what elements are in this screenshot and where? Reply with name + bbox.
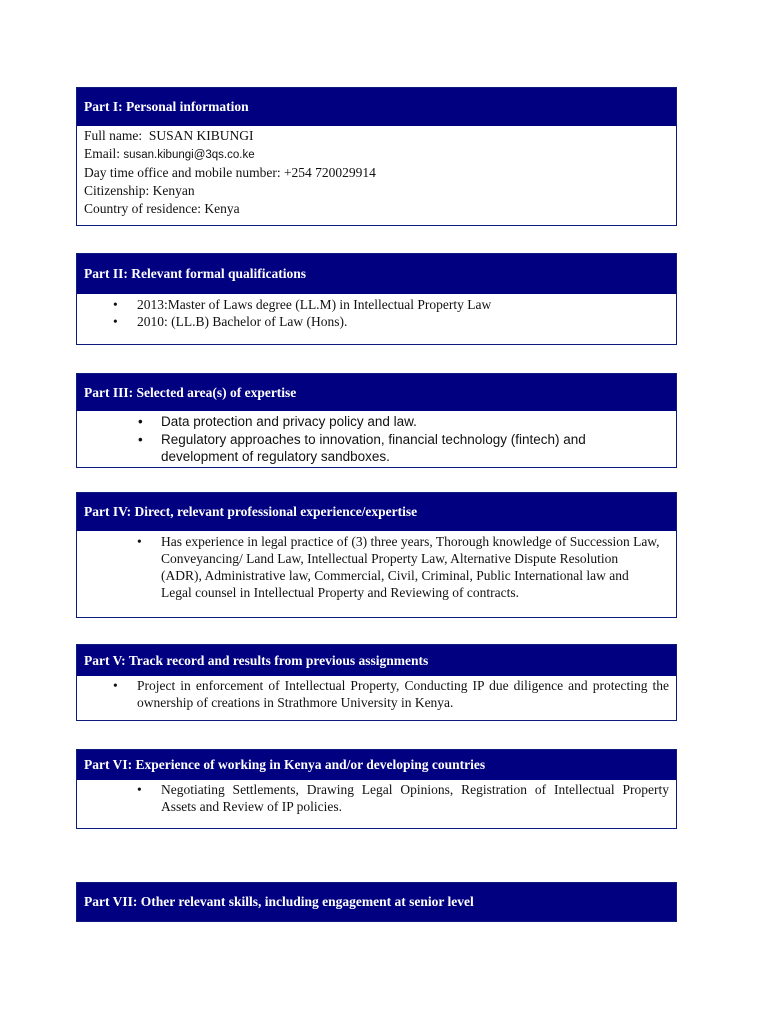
email-value: susan.kibungi@3qs.co.ke <box>123 149 255 161</box>
list-item <box>84 313 669 330</box>
phone-line: Day time office and mobile number: +254 720029914 <box>84 165 376 180</box>
qualifications-section <box>76 253 677 345</box>
residence-line: Country of residence: Kenya <box>84 201 240 216</box>
kenya-experience-section <box>76 749 677 829</box>
list-item-text: Regulatory approaches to innovation, financial technology (fintech) and development of regulatory sandboxes. <box>161 431 586 464</box>
list-item-text: Has experience in legal practice of (3) three years, Thorough knowledge of Succession Law, Conveyancing/ Land Law, Intellectual Property Law, Alternative Dispute Resolution (ADR), Administrative law, Commercial, Civil, Criminal, Public International law and Legal counsel in Intellectual Property and Reviewing of contracts. <box>161 534 660 600</box>
list-item-text: Negotiating Settlements, Drawing Legal Opinions, Registration of Intellectual Property Assets and Review of IP policies. <box>161 782 669 814</box>
full-name-value: SUSAN KIBUNGI <box>148 128 254 143</box>
bullet-icon: • <box>138 431 143 447</box>
citizenship-line: Citizenship: Kenyan <box>84 183 195 198</box>
section-title: Part V: Track record and results from previous assignments <box>84 652 429 668</box>
full-name-label: Full name: <box>84 128 143 143</box>
bullet-icon: • <box>113 297 118 312</box>
list-item <box>84 677 669 711</box>
section-body <box>77 411 676 466</box>
section-header <box>77 254 676 294</box>
list-item <box>84 781 669 815</box>
track-record-section <box>76 644 677 721</box>
section-title: Part I: Personal information <box>84 99 249 114</box>
list-item-text: Data protection and privacy policy and law. <box>161 414 417 429</box>
list-item <box>84 296 669 313</box>
bullet-icon: • <box>137 782 142 797</box>
email-label: Email: <box>84 146 120 161</box>
kenya-experience-list <box>84 781 669 815</box>
bullet-icon: • <box>113 314 118 329</box>
section-title: Part II: Relevant formal qualifications <box>84 266 306 281</box>
section-title: Part VII: Other relevant skills, including engagement at senior level <box>84 894 474 909</box>
section-header <box>77 883 676 921</box>
list-item-text: Project in enforcement of Intellectual Property, Conducting IP due diligence and protecting the ownership of creations in Strathmore University in Kenya. <box>137 678 669 710</box>
section-header <box>77 645 676 676</box>
section-header <box>77 750 676 780</box>
section-header <box>77 493 676 531</box>
list-item <box>84 533 669 601</box>
personal-information-section <box>76 87 677 226</box>
section-title: Part IV: Direct, relevant professional experience/expertise <box>84 504 418 519</box>
list-item <box>84 431 669 466</box>
qualifications-list <box>84 296 669 330</box>
section-title: Part III: Selected area(s) of expertise <box>84 384 297 400</box>
experience-list <box>84 533 669 601</box>
section-body <box>77 294 676 330</box>
other-skills-section <box>76 882 677 922</box>
bullet-icon: • <box>113 678 118 693</box>
section-body <box>77 780 676 815</box>
section-header <box>77 88 676 126</box>
list-item <box>84 413 669 431</box>
bullet-icon: • <box>138 414 143 429</box>
list-item-text: 2013:Master of Laws degree (LL.M) in Intellectual Property Law <box>137 297 492 312</box>
professional-experience-section <box>76 492 677 618</box>
bullet-icon: • <box>137 534 142 549</box>
expertise-section <box>76 373 677 468</box>
track-record-list <box>84 677 669 711</box>
section-body <box>77 126 676 218</box>
section-header <box>77 374 676 411</box>
list-item-text: 2010: (LL.B) Bachelor of Law (Hons). <box>137 314 348 329</box>
section-body <box>77 531 676 601</box>
full-name-line <box>84 127 669 145</box>
email-line <box>84 145 669 164</box>
expertise-list <box>84 413 669 466</box>
section-title: Part VI: Experience of working in Kenya and/or developing countries <box>84 757 486 772</box>
section-body <box>77 676 676 711</box>
